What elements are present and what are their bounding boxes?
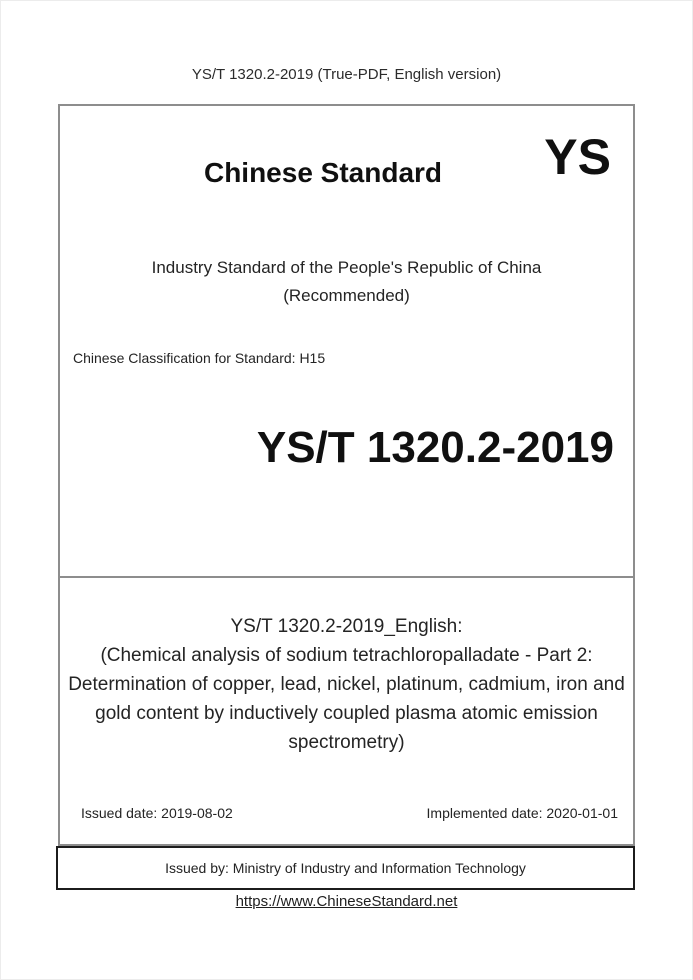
dates-row bbox=[81, 804, 618, 822]
brand-code: YS bbox=[544, 129, 611, 185]
issuer-line: Issued by: Ministry of Industry and Information Technology bbox=[165, 860, 526, 876]
english-title-heading: YS/T 1320.2-2019_English: bbox=[230, 616, 463, 637]
classification-line: Chinese Classification for Standard: H15 bbox=[73, 350, 326, 366]
english-title-description: (Chemical analysis of sodium tetrachloropalladate - Part 2: Determination of copper, lead, nickel, platinum, cadmium, iron and gold content by inductively coupled plasma atomic emission spectrometry) bbox=[68, 645, 625, 753]
issued-date: Issued date: 2019-08-02 bbox=[81, 805, 233, 821]
section-divider bbox=[60, 576, 633, 578]
category-note: (Recommended) bbox=[283, 286, 410, 305]
brand-title: Chinese Standard bbox=[203, 157, 443, 188]
document-header-title: YS/T 1320.2-2019 (True-PDF, English version) bbox=[191, 66, 502, 83]
standard-number: YS/T 1320.2-2019 bbox=[256, 423, 614, 472]
cover-box bbox=[58, 104, 635, 846]
implemented-date: Implemented date: 2020-01-01 bbox=[426, 805, 618, 821]
issuer-box bbox=[56, 846, 635, 890]
site-link-row bbox=[1, 893, 692, 910]
category-line: Industry Standard of the People's Republic of China bbox=[151, 258, 542, 277]
site-link[interactable]: https://www.ChineseStandard.net bbox=[235, 893, 458, 910]
english-title-block bbox=[60, 612, 633, 757]
